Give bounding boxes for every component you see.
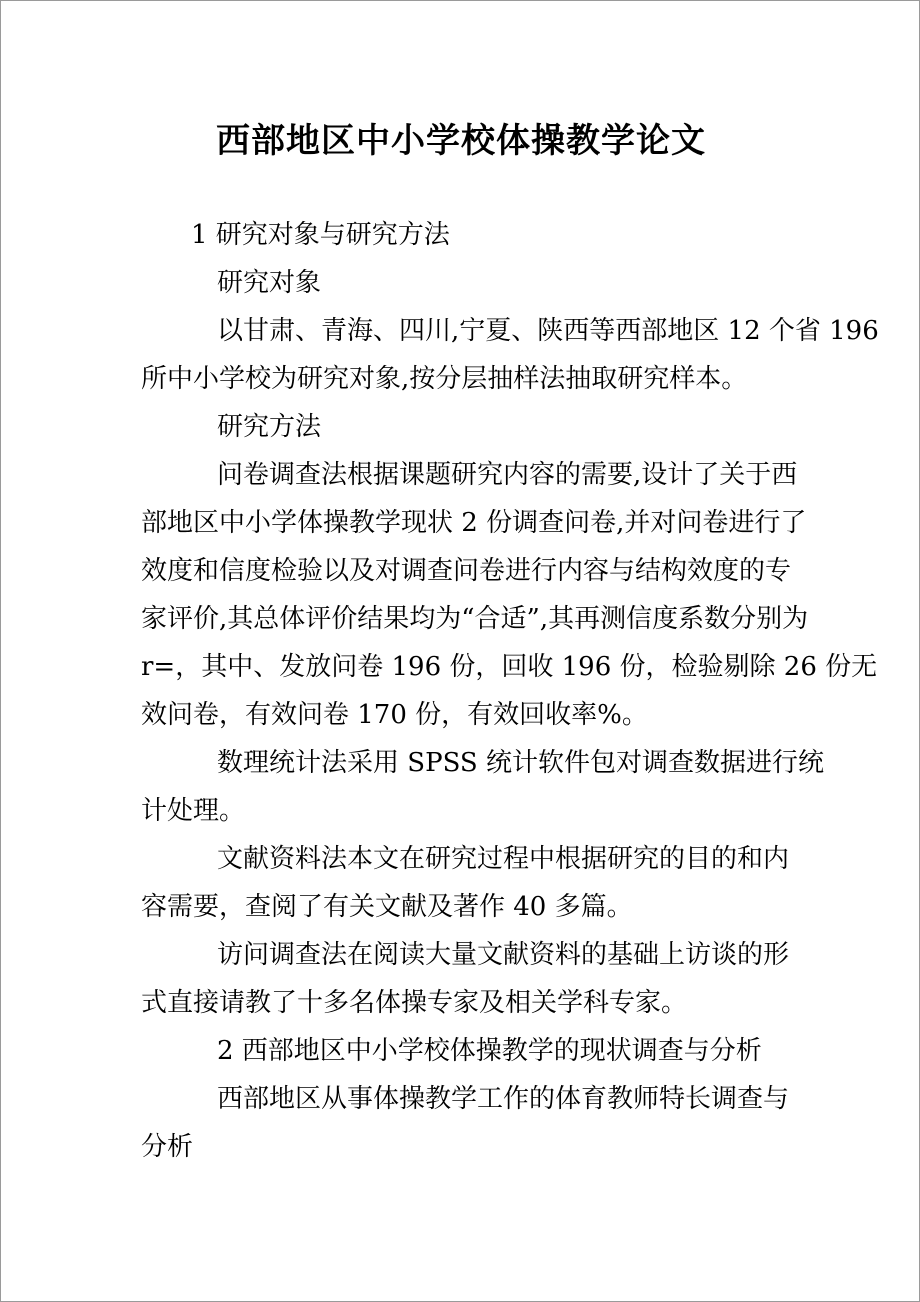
- text-line: 数理统计法采用 SPSS 统计软件包对调查数据进行统: [217, 748, 825, 778]
- section-heading: 1 研究对象与研究方法: [191, 220, 450, 250]
- text-line: 分析: [141, 1132, 194, 1162]
- document-body: [141, 211, 879, 1171]
- text-line: 问卷调查法根据课题研究内容的需要,设计了关于西: [217, 460, 798, 490]
- text-line: 2 西部地区中小学校体操教学的现状调查与分析: [217, 1036, 762, 1066]
- text-line: 文献资料法本文在研究过程中根据研究的目的和内: [217, 844, 790, 874]
- paragraph: [141, 403, 789, 451]
- text-line: 计处理。: [141, 796, 246, 826]
- text-line: 访问调查法在阅读大量文献资料的基础上访谈的形: [217, 940, 790, 970]
- paragraph: [141, 931, 789, 1027]
- paragraph: [141, 211, 789, 259]
- text-line: 部地区中小学体操教学现状 2 份调查问卷,并对问卷进行了: [141, 508, 807, 538]
- document-title: 西部地区中小学校体操教学论文: [216, 121, 706, 161]
- paragraph: [141, 1027, 789, 1075]
- text-line: 研究对象: [217, 268, 322, 298]
- text-line: 效度和信度检验以及对调查问卷进行内容与结构效度的专: [141, 556, 792, 586]
- text-line: 西部地区从事体操教学工作的体育教师特长调查与: [217, 1084, 790, 1114]
- text-line: 所中小学校为研究对象,按分层抽样法抽取研究样本。: [141, 364, 748, 394]
- text-line: 式直接请教了十多名体操专家及相关学科专家。: [141, 988, 688, 1018]
- paragraph: [141, 739, 825, 835]
- paragraph: [141, 259, 789, 307]
- paragraph: [141, 451, 878, 739]
- text-line: 效问卷，有效问卷 170 份，有效回收率%。: [141, 700, 648, 730]
- paragraph: [141, 307, 879, 403]
- text-line: 以甘肃、青海、四川,宁夏、陕西等西部地区 12 个省 196: [217, 316, 879, 346]
- paragraph: [141, 835, 789, 931]
- text-line: 研究方法: [217, 412, 322, 442]
- text-line: r=，其中、发放问卷 196 份，回收 196 份，检验剔除 26 份无: [141, 652, 878, 682]
- text-line: 家评价,其总体评价结果均为“合适”,其再测信度系数分别为: [141, 604, 809, 634]
- paragraph: [141, 1075, 789, 1171]
- text-line: 容需要，查阅了有关文献及著作 40 多篇。: [141, 892, 633, 922]
